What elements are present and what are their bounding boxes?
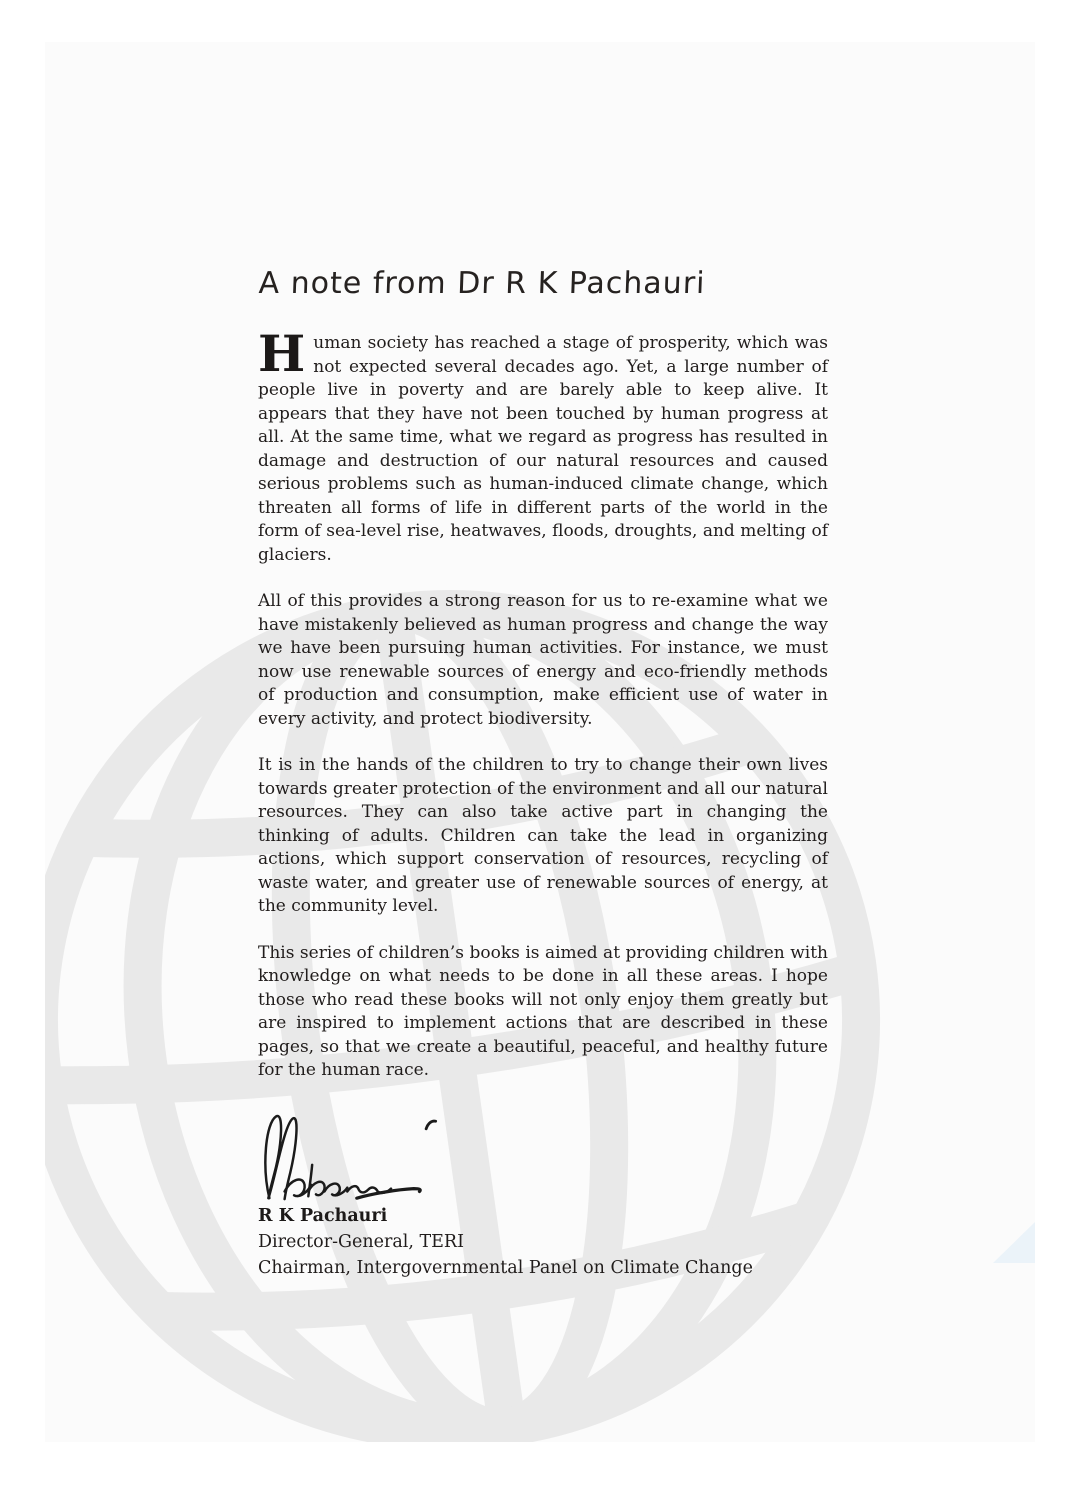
signatory-title-1: Director-General, TERI <box>258 1231 465 1252</box>
signature-ink-icon <box>258 1106 448 1201</box>
drop-cap: H <box>258 324 306 383</box>
paragraph-4: This series of children’s books is aimed at providing children with knowledge on what needs to be done in all these areas. I hope those who read these books will not only enjoy them greatly but are inspired to implement actions that are described in these pages, so that we create a beautiful, peaceful, and healthy future for the human race. <box>258 942 828 1080</box>
page-title: A note from Dr R K Pachauri <box>258 266 707 301</box>
signature-scribble <box>258 1106 828 1201</box>
paragraph-2: All of this provides a strong reason for us to re-examine what we have mistakenly believed as human progress and change the way we have been pursuing human activities. For instance, we must now use renewable sources of energy and eco-friendly methods of production and consumption, make efficient use of water in every activity, and protect biodiversity. <box>258 591 828 729</box>
page-curl-artifact <box>993 1222 1035 1263</box>
paragraph-1-text: uman society has reached a stage of prosperity, which was not expected several decades ago. Yet, a large number of people live in poverty and are barely able to keep alive. It appears that they have not been touched by human progress at all. At the same time, what we regard as progress has resulted in damage and destruction of our natural resources and caused serious problems such as human-induced climate change, which threaten all forms of life in different parts of the world in the form of sea-level rise, heatwaves, floods, droughts, and melting of glaciers. <box>258 333 828 565</box>
signatory-title-2: Chairman, Intergovernmental Panel on Climate Change <box>258 1257 753 1278</box>
page-sheet <box>45 42 1035 1442</box>
signatory-name: R K Pachauri <box>258 1205 388 1226</box>
paragraph-3: It is in the hands of the children to try to change their own lives towards greater protection of the environment and all our natural resources. They can also take active part in changing the thinking of adults. Children can take the lead in organizing actions, which support conservation of resources, recycling of waste water, and greater use of renewable sources of energy, at the community level. <box>258 755 828 916</box>
paragraph-1 <box>258 324 828 567</box>
note-content <box>258 266 828 1281</box>
